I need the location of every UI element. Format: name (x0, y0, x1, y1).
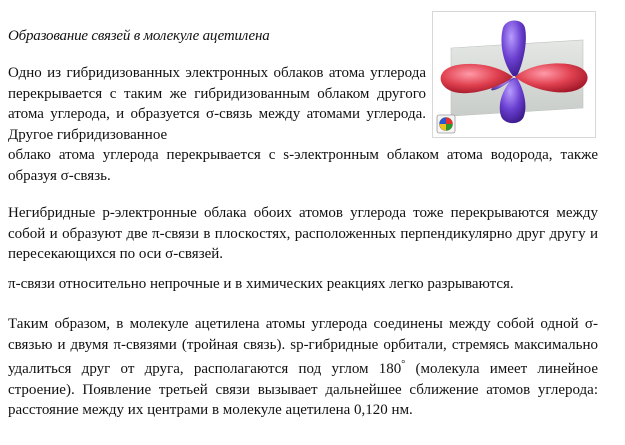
paragraph-1-part-2: облако атома углерода перекрывается с s-электронным облаком атома водорода, также образуя σ-связь. (8, 147, 598, 184)
paragraph-4-text-b: (молекула имеет линейное строение). Появление третьей связи вызывает дальнейшее сближение атомов углерода: расстояние между их центрами в молекуле ацетилена 0,120 нм. (8, 361, 598, 418)
color-wheel-icon[interactable] (437, 115, 455, 133)
paragraph-4-text-a: Таким образом, в молекуле ацетилена атомы углерода соединены между собой одной σ-связью и двумя π-связями (тройная связь). sp-гибридные орбитали, стремясь максимально удалиться друг от друга, располагаются под углом 180 (8, 316, 598, 377)
paragraph-3: π-связи относительно непрочные и в химических реакциях легко разрываются. (8, 276, 514, 292)
paragraph-2: Негибридные р-электронные облака обоих атомов углерода тоже перекрываются между собой и образуют две π-связи в плоскостях, расположенных перпендикулярно друг другу и пересекающихся по оси σ-связей. (8, 205, 598, 262)
acetylene-orbital-image (432, 11, 596, 138)
page-title: Образование связей в молекуле ацетилена (8, 28, 270, 44)
paragraph-4 (8, 314, 598, 421)
orbital-model-3d (433, 12, 595, 137)
paragraph-1-part-1: Одно из гибридизованных электронных облаков атома углерода перекрывается с таким же гибридизованным облаком другого атома углерода, и образуется σ-связь между атомами углерода. Другое гибридизованное (8, 65, 426, 143)
degree-mark: ° (401, 359, 406, 370)
